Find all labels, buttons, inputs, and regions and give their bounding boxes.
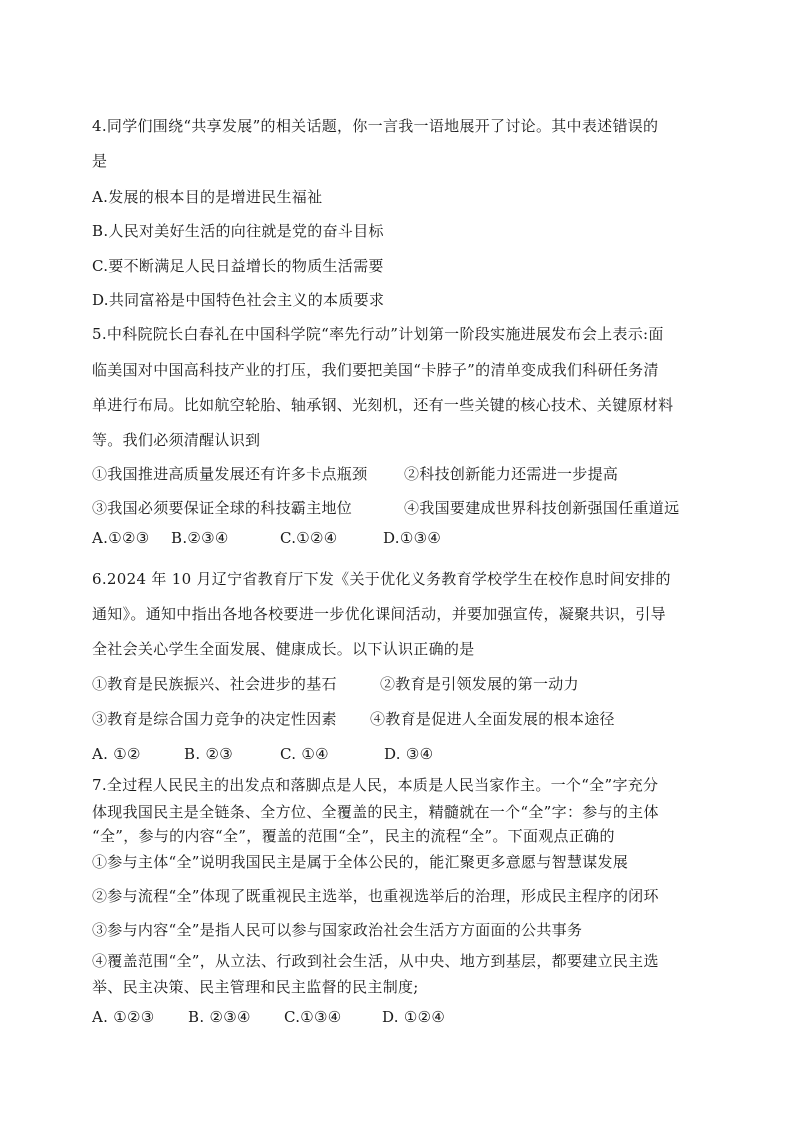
q7-item-3: ③参与内容“全”是指人民可以参与国家政治社会生活方方面面的公共事务 [92, 921, 583, 939]
q7-option-c: C.①③④ [284, 1008, 342, 1026]
q6-stem-line3: 全社会关心学生全面发展、健康成长。以下认识正确的是 [92, 640, 475, 658]
q4-option-c: C.要不断满足人民日益增长的物质生活需要 [92, 257, 384, 275]
q5-stem-line4: 等。我们必须清醒认识到 [92, 431, 261, 449]
q6-option-a: A. ①② [92, 745, 141, 763]
q4-option-d: D.共同富裕是中国特色社会主义的本质要求 [92, 291, 385, 309]
q6-item-3: ③教育是综合国力竞争的决定性因素 [92, 710, 337, 728]
q6-option-c: C. ①④ [280, 745, 329, 763]
q5-stem-line2: 临美国对中国高科技产业的打压，我们要把美国“卡脖子”的清单变成我们科研任务清 [92, 361, 659, 379]
q6-item-2: ②教育是引领发展的第一动力 [380, 675, 579, 693]
q7-option-a: A. ①②③ [92, 1008, 155, 1026]
q7-item-4-line1: ④覆盖范围“全”，从立法、行政到社会生活，从中央、地方到基层，都要建立民主选 [92, 952, 659, 970]
q4-option-b: B.人民对美好生活的向往就是党的奋斗目标 [92, 222, 384, 240]
q5-stem-line3: 单进行布局。比如航空轮胎、轴承钢、光刻机，还有一些关键的核心技术、关键原材料 [92, 396, 674, 414]
q7-stem-line1: 7.全过程人民民主的出发点和落脚点是人民，本质是人民当家作主。一个“全”字充分 [92, 776, 659, 794]
q6-option-b: B. ②③ [184, 745, 233, 763]
q6-option-d: D. ③④ [384, 745, 434, 763]
q7-stem-line3: “全”，参与的内容“全”，覆盖的范围“全”，民主的流程“全”。下面观点正确的 [92, 827, 615, 845]
q5-item-2: ②科技创新能力还需进一步提高 [404, 465, 619, 483]
q6-item-1: ①教育是民族振兴、社会进步的基石 [92, 675, 337, 693]
q5-stem-line1: 5.中科院院长白春礼在中国科学院“率先行动”计划第一阶段实施进展发布会上表示:面 [92, 325, 664, 343]
q5-item-3: ③我国必须要保证全球的科技霸主地位 [92, 499, 353, 517]
q6-item-4: ④教育是促进人全面发展的根本途径 [370, 710, 615, 728]
q7-item-1: ①参与主体“全”说明我国民主是属于全体公民的，能汇聚更多意愿与智慧谋发展 [92, 853, 629, 871]
q7-item-2: ②参与流程“全”体现了既重视民主选举，也重视选举后的治理，形成民主程序的闭环 [92, 887, 659, 905]
q5-option-a: A.①②③ [92, 529, 150, 547]
q4-stem-line2: 是 [92, 152, 108, 170]
q4-stem-line1: 4.同学们围绕“共享发展”的相关话题，你一言我一语地展开了讨论。其中表述错误的 [92, 117, 659, 135]
q5-item-4: ④我国要建成世界科技创新强国任重道远 [404, 499, 680, 517]
q5-item-1: ①我国推进高质量发展还有许多卡点瓶颈 [92, 465, 368, 483]
q7-item-4-line2: 举、民主决策、民主管理和民主监督的民主制度; [92, 978, 419, 996]
q7-stem-line2: 体现我国民主是全链条、全方位、全覆盖的民主，精髓就在一个“全”字：参与的主体 [92, 803, 659, 821]
q7-option-d: D. ①②④ [382, 1008, 446, 1026]
q5-option-b: B.②③④ [171, 529, 229, 547]
q4-option-a: A.发展的根本目的是增进民生福祉 [92, 188, 323, 206]
q7-option-b: B. ②③④ [188, 1008, 251, 1026]
q5-option-c: C.①②④ [280, 529, 338, 547]
q6-stem-line1: 6.2024 年 10 月辽宁省教育厅下发《关于优化义务教育学校学生在校作息时间安排的 [92, 570, 671, 588]
q5-option-d: D.①③④ [383, 529, 442, 547]
q6-stem-line2: 通知》。通知中指出各地各校要进一步优化课间活动，并要加强宣传，凝聚共识，引导 [92, 605, 666, 623]
